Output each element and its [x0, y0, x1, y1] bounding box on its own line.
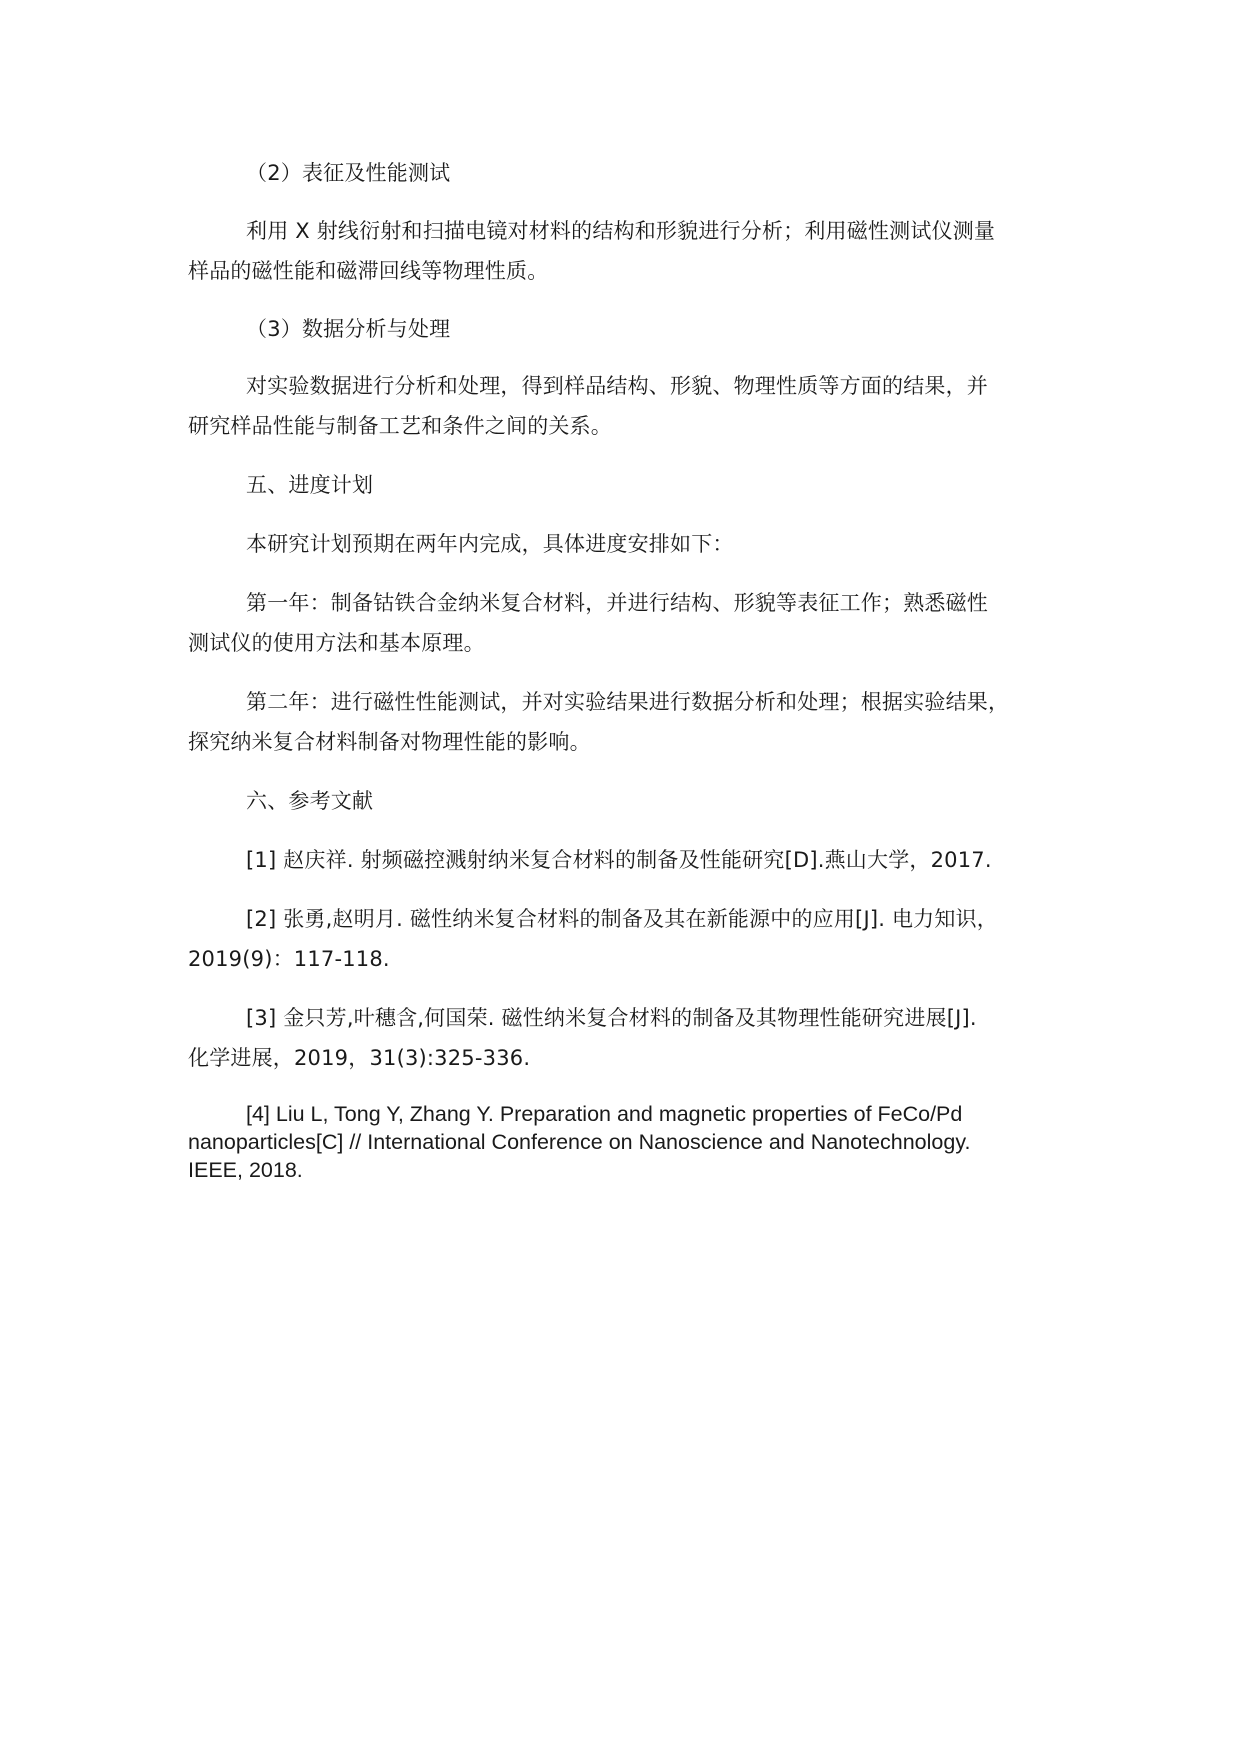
section-heading-data-analysis: （3）数据分析与处理 — [246, 317, 451, 341]
paragraph-data-analysis-line-1: 对实验数据进行分析和处理，得到样品结构、形貌、物理性质等方面的结果，并 — [246, 374, 988, 398]
paragraph-characterization-line-1: 利用 X 射线衍射和扫描电镜对材料的结构和形貌进行分析；利用磁性测试仪测量 — [246, 219, 996, 243]
reference-4-line-3: IEEE, 2018. — [188, 1158, 303, 1182]
paragraph-year2-line-1: 第二年：进行磁性性能测试，并对实验结果进行数据分析和处理；根据实验结果， — [246, 690, 1010, 714]
paragraph-data-analysis-line-2: 研究样品性能与制备工艺和条件之间的关系。 — [188, 414, 612, 438]
paragraph-schedule-intro: 本研究计划预期在两年内完成，具体进度安排如下： — [246, 532, 734, 556]
section-heading-references: 六、参考文献 — [246, 789, 374, 813]
paragraph-year2-line-2: 探究纳米复合材料制备对物理性能的影响。 — [188, 730, 591, 754]
section-heading-schedule: 五、进度计划 — [246, 473, 374, 497]
reference-3-line-2: 化学进展，2019，31(3):325-336. — [188, 1046, 531, 1070]
reference-2-line-2: 2019(9)：117-118. — [188, 947, 390, 971]
reference-4-line-2: nanoparticles[C] // International Conference on Nanoscience and Nanotechnology. — [188, 1130, 971, 1154]
reference-1-line-1: [1] 赵庆祥. 射频磁控溅射纳米复合材料的制备及性能研究[D].燕山大学，2017. — [246, 848, 992, 872]
reference-3-line-1: [3] 金只芳,叶穗含,何国荣. 磁性纳米复合材料的制备及其物理性能研究进展[J]. — [246, 1006, 977, 1030]
paragraph-year1-line-2: 测试仪的使用方法和基本原理。 — [188, 631, 485, 655]
paragraph-characterization-line-2: 样品的磁性能和磁滞回线等物理性质。 — [188, 259, 549, 283]
paragraph-year1-line-1: 第一年：制备钴铁合金纳米复合材料，并进行结构、形貌等表征工作；熟悉磁性 — [246, 591, 988, 615]
section-heading-characterization: （2）表征及性能测试 — [246, 161, 451, 185]
reference-4-line-1: [4] Liu L, Tong Y, Zhang Y. Preparation and magnetic properties of FeCo/Pd — [246, 1102, 963, 1126]
reference-2-line-1: [2] 张勇,赵明月. 磁性纳米复合材料的制备及其在新能源中的应用[J]. 电力知识， — [246, 907, 998, 931]
